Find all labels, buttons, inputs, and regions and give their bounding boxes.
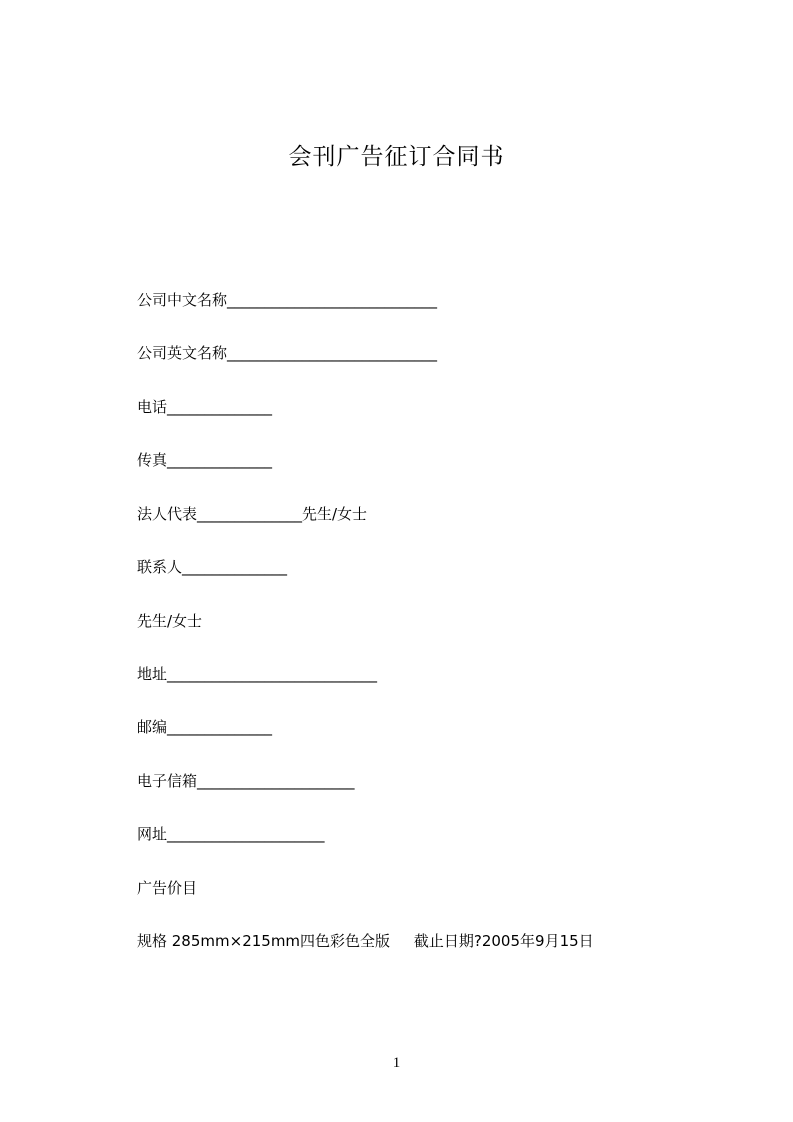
email-field: 电子信箱_____________________ (137, 772, 355, 790)
company-english-name-field: 公司英文名称____________________________ (137, 344, 438, 362)
ad-price-heading: 广告价目 (137, 879, 198, 897)
document-title: 会刊广告征订合同书 (288, 144, 505, 170)
website-field: 网址_____________________ (137, 825, 325, 843)
legal-representative-field: 法人代表______________先生/女士 (137, 505, 368, 523)
phone-field: 电话______________ (137, 398, 273, 416)
fax-field: 传真______________ (137, 451, 273, 469)
company-chinese-name-field: 公司中文名称____________________________ (137, 291, 438, 309)
page-number: 1 (392, 1055, 401, 1071)
contact-title-text: 先生/女士 (137, 612, 203, 630)
contact-person-field: 联系人______________ (137, 558, 288, 576)
address-field: 地址____________________________ (137, 665, 378, 683)
ad-spec-and-deadline: 规格 285mm×215mm四色彩色全版 截止日期?2005年9月15日 (137, 932, 594, 950)
postcode-field: 邮编______________ (137, 718, 273, 736)
